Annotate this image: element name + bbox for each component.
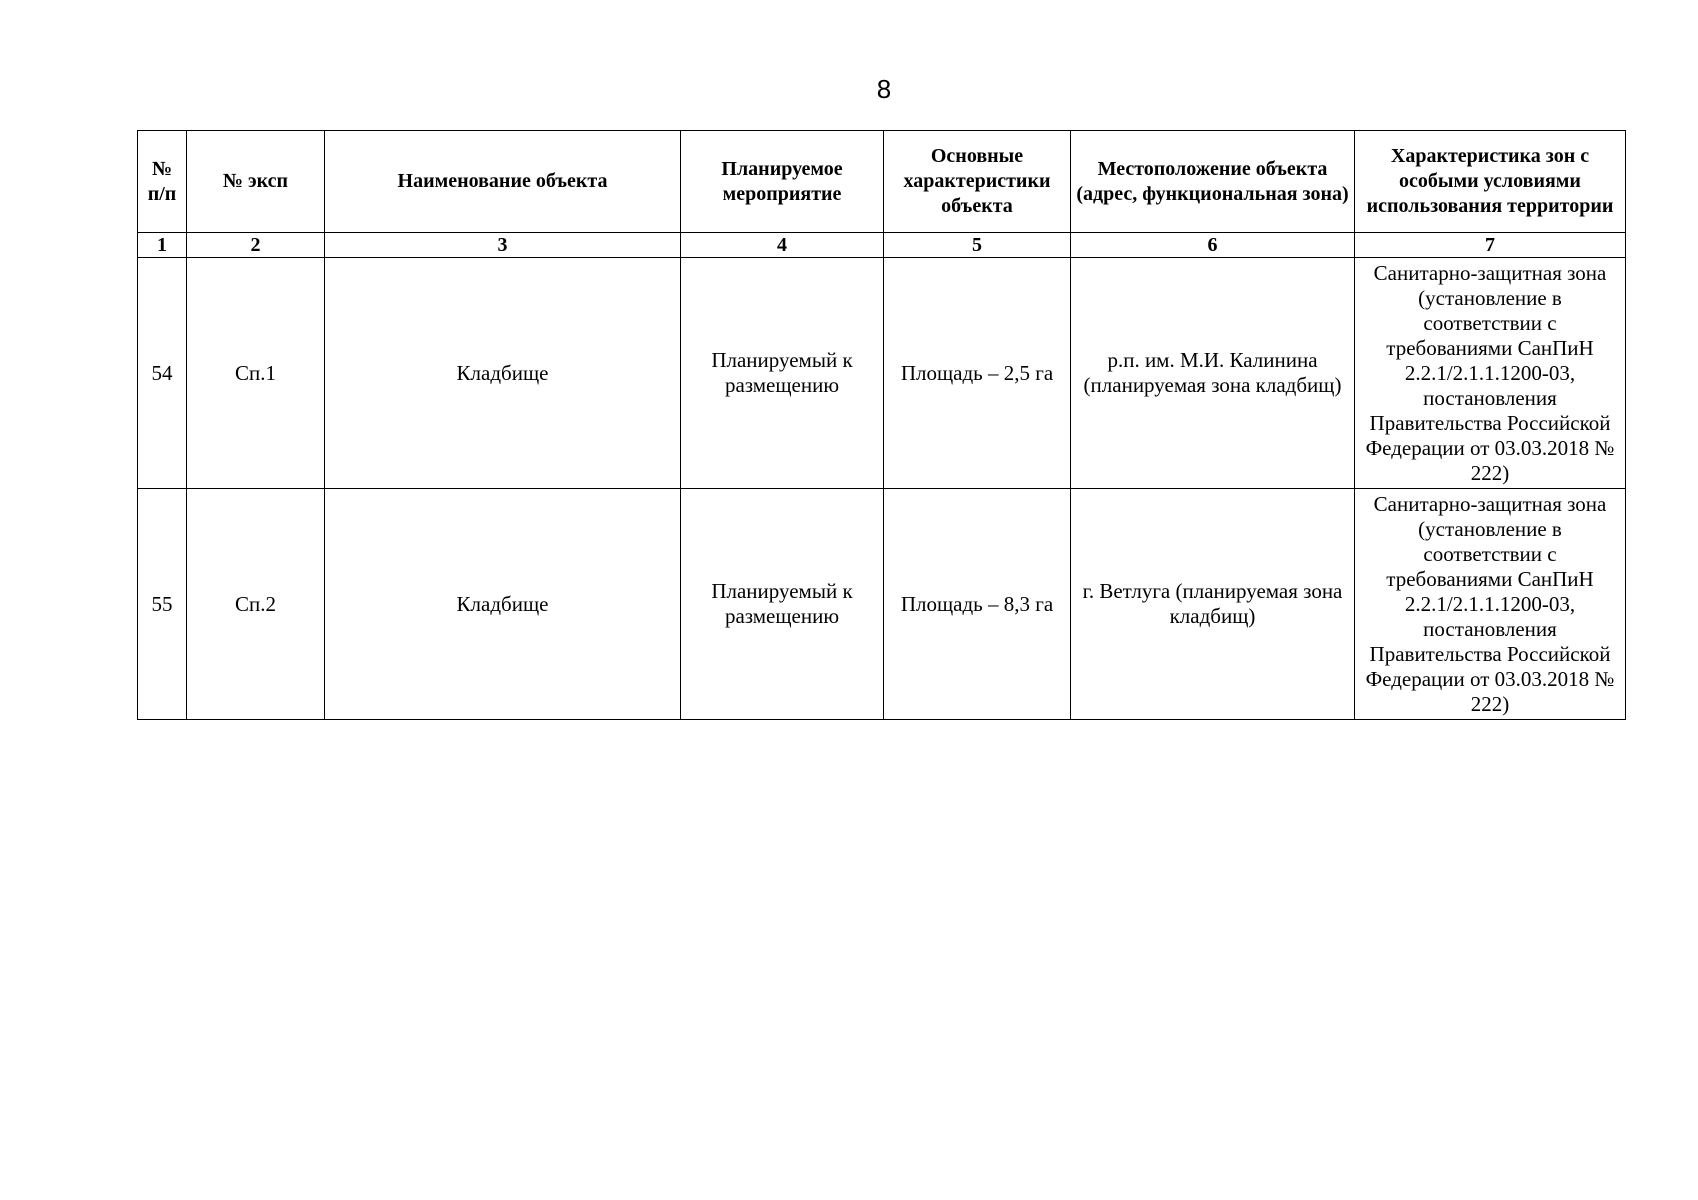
header-name: Наименование объекта (325, 131, 681, 233)
cell-exp: Сп.2 (187, 489, 325, 720)
cell-location: г. Ветлуга (планируемая зона кладбищ) (1071, 489, 1355, 720)
page-number: 8 (876, 74, 892, 104)
cell-name: Кладбище (325, 489, 681, 720)
cell-num: 55 (138, 489, 187, 720)
table-row (138, 489, 1626, 720)
header-location: Местоположение объекта (адрес, функциональная зона) (1071, 131, 1355, 233)
objects-table (137, 130, 1626, 720)
header-characteristics: Основные характеристики объекта (884, 131, 1071, 233)
column-number: 1 (138, 233, 187, 258)
column-number-row (138, 233, 1626, 258)
table-header-row (138, 131, 1626, 233)
cell-num: 54 (138, 258, 187, 489)
column-number: 7 (1355, 233, 1626, 258)
header-num: № п/п (138, 131, 187, 233)
header-action: Планируемое мероприятие (681, 131, 884, 233)
cell-zones: Санитарно-защитная зона (установление в соответствии с требованиями СанПиН 2.2.1/2.1.1.1200-03, постановления Правительства Российской Федерации от 03.03.2018 № 222) (1355, 258, 1626, 489)
cell-zones: Санитарно-защитная зона (установление в соответствии с требованиями СанПиН 2.2.1/2.1.1.1200-03, постановления Правительства Российской Федерации от 03.03.2018 № 222) (1355, 489, 1626, 720)
column-number: 3 (325, 233, 681, 258)
cell-action: Планируемый к размещению (681, 489, 884, 720)
column-number: 5 (884, 233, 1071, 258)
column-number: 6 (1071, 233, 1355, 258)
cell-location: р.п. им. М.И. Калинина (планируемая зона кладбищ) (1071, 258, 1355, 489)
table-row (138, 258, 1626, 489)
cell-characteristics: Площадь – 8,3 га (884, 489, 1071, 720)
header-exp: № эксп (187, 131, 325, 233)
header-zones: Характеристика зон с особыми условиями использования территории (1355, 131, 1626, 233)
column-number: 2 (187, 233, 325, 258)
cell-name: Кладбище (325, 258, 681, 489)
column-number: 4 (681, 233, 884, 258)
cell-action: Планируемый к размещению (681, 258, 884, 489)
cell-characteristics: Площадь – 2,5 га (884, 258, 1071, 489)
cell-exp: Сп.1 (187, 258, 325, 489)
